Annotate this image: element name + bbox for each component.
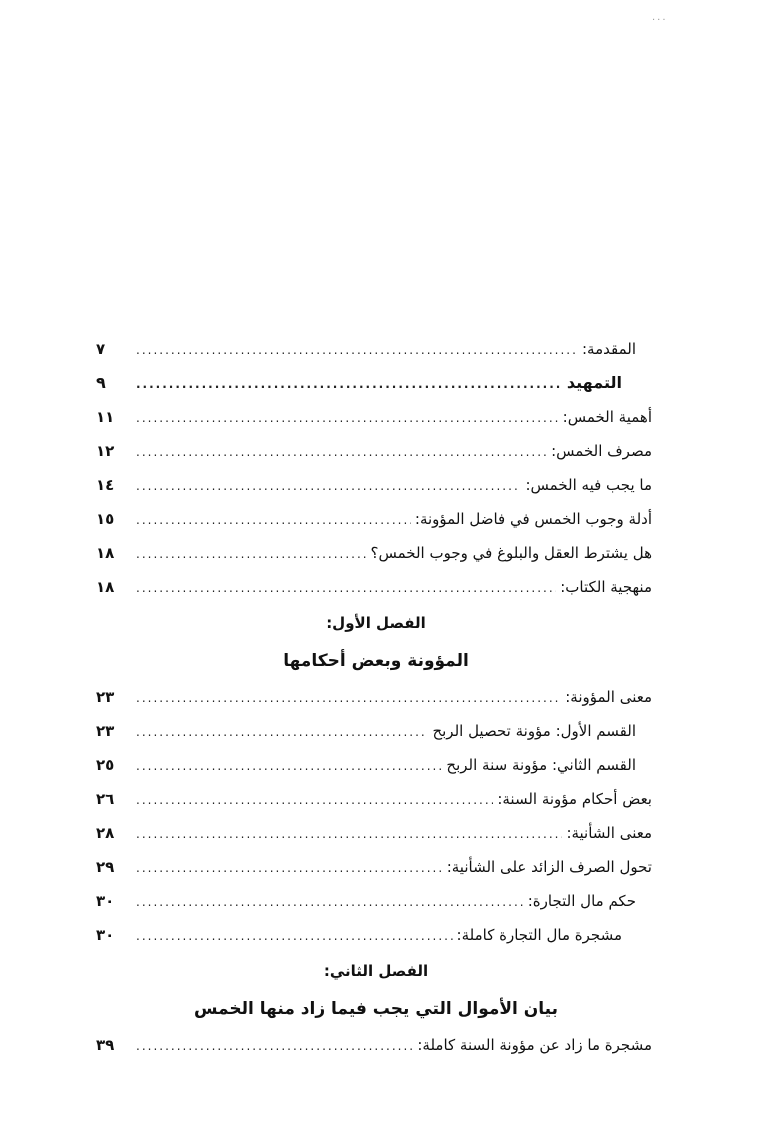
toc-entry-page: ١٨	[96, 578, 115, 596]
toc-entry-page: ١٤	[96, 476, 115, 494]
dot-leader	[136, 715, 428, 749]
chapter2-subtitle: بيان الأموال التي يجب فيما زاد منها الخمس	[193, 999, 559, 1019]
chapter2-title: الفصل الثاني:	[323, 962, 429, 980]
toc-entry-label: مشجرة مال التجارة كاملة:	[456, 926, 622, 944]
table-of-contents	[96, 332, 656, 1062]
toc-entry-page: ٧	[96, 340, 106, 358]
dot-leader	[136, 503, 411, 537]
dot-leader	[136, 333, 578, 367]
toc-entry-label: التمهيد	[566, 373, 622, 392]
dot-leader	[136, 435, 547, 469]
toc-entry[interactable]	[96, 748, 656, 782]
toc-entry-label: المقدمة:	[581, 340, 636, 358]
toc-entry-label: مشجرة ما زاد عن مؤونة السنة كاملة:	[417, 1036, 652, 1054]
toc-entry-label: ما يجب فيه الخمس:	[525, 476, 652, 494]
toc-entry[interactable]	[96, 536, 656, 570]
toc-entry-muqaddima[interactable]	[96, 332, 656, 366]
toc-entry[interactable]	[96, 714, 656, 748]
dot-leader	[136, 681, 561, 715]
chapter1-subtitle: المؤونة وبعض أحكامها	[283, 651, 469, 671]
dot-leader	[136, 401, 559, 435]
toc-entry-label: مصرف الخمس:	[551, 442, 652, 460]
toc-entry-label: هل يشترط العقل والبلوغ في وجوب الخمس؟	[370, 544, 652, 562]
toc-entry-page: ٣٠	[96, 926, 115, 944]
dot-leader	[136, 885, 524, 919]
toc-entry-label: تحول الصرف الزائد على الشأنية:	[446, 858, 652, 876]
toc-entry-page: ٣٩	[96, 1036, 115, 1054]
toc-entry-page: ٢٥	[96, 756, 115, 774]
toc-entry[interactable]	[96, 918, 656, 952]
dot-leader	[136, 783, 493, 817]
toc-entry-page: ٢٦	[96, 790, 115, 808]
toc-entry-tamhid[interactable]	[96, 366, 656, 400]
toc-entry-page: ١٥	[96, 510, 115, 528]
toc-entry[interactable]	[96, 570, 656, 604]
toc-entry[interactable]	[96, 400, 656, 434]
toc-entry[interactable]	[96, 468, 656, 502]
toc-entry-page: ٢٨	[96, 824, 115, 842]
toc-entry-label: منهجية الكتاب:	[560, 578, 652, 596]
toc-entry[interactable]	[96, 850, 656, 884]
toc-entry-label: معنى المؤونة:	[565, 688, 652, 706]
toc-entry[interactable]	[96, 434, 656, 468]
toc-entry-page: ٣٠	[96, 892, 115, 910]
toc-entry-label: بعض أحكام مؤونة السنة:	[497, 790, 652, 808]
toc-entry-label: القسم الثاني: مؤونة سنة الربح	[446, 756, 636, 774]
toc-entry-page: ٩	[96, 373, 106, 392]
toc-entry-label: حكم مال التجارة:	[527, 892, 636, 910]
toc-entry[interactable]	[96, 680, 656, 714]
dot-leader	[136, 817, 562, 851]
toc-entry[interactable]	[96, 884, 656, 918]
toc-entry[interactable]	[96, 502, 656, 536]
toc-entry-page: ١٢	[96, 442, 115, 460]
dot-leader	[136, 749, 442, 783]
toc-entry[interactable]	[96, 816, 656, 850]
dot-leader	[136, 851, 443, 885]
toc-entry-page: ٢٣	[96, 688, 115, 706]
toc-entry-label: معنى الشأنية:	[566, 824, 652, 842]
toc-entry-label: القسم الأول: مؤونة تحصيل الربح	[432, 722, 636, 740]
toc-entry-page: ١١	[96, 408, 115, 426]
dot-leader	[136, 469, 521, 503]
dot-leader	[136, 919, 453, 953]
dot-leader	[136, 571, 556, 605]
toc-entry-page: ٢٩	[96, 858, 115, 876]
toc-entry-page: ١٨	[96, 544, 115, 562]
corner-mark: ...	[652, 12, 668, 23]
toc-entry-label: أهمية الخمس:	[562, 408, 652, 426]
chapter1-title: الفصل الأول:	[326, 614, 426, 632]
toc-entry[interactable]	[96, 782, 656, 816]
dot-leader	[136, 1029, 413, 1063]
toc-entry-label: أدلة وجوب الخمس في فاضل المؤونة:	[414, 510, 652, 528]
dot-leader	[136, 367, 563, 401]
dot-leader	[136, 537, 367, 571]
toc-entry-page: ٢٣	[96, 722, 115, 740]
toc-entry[interactable]	[96, 1028, 656, 1062]
